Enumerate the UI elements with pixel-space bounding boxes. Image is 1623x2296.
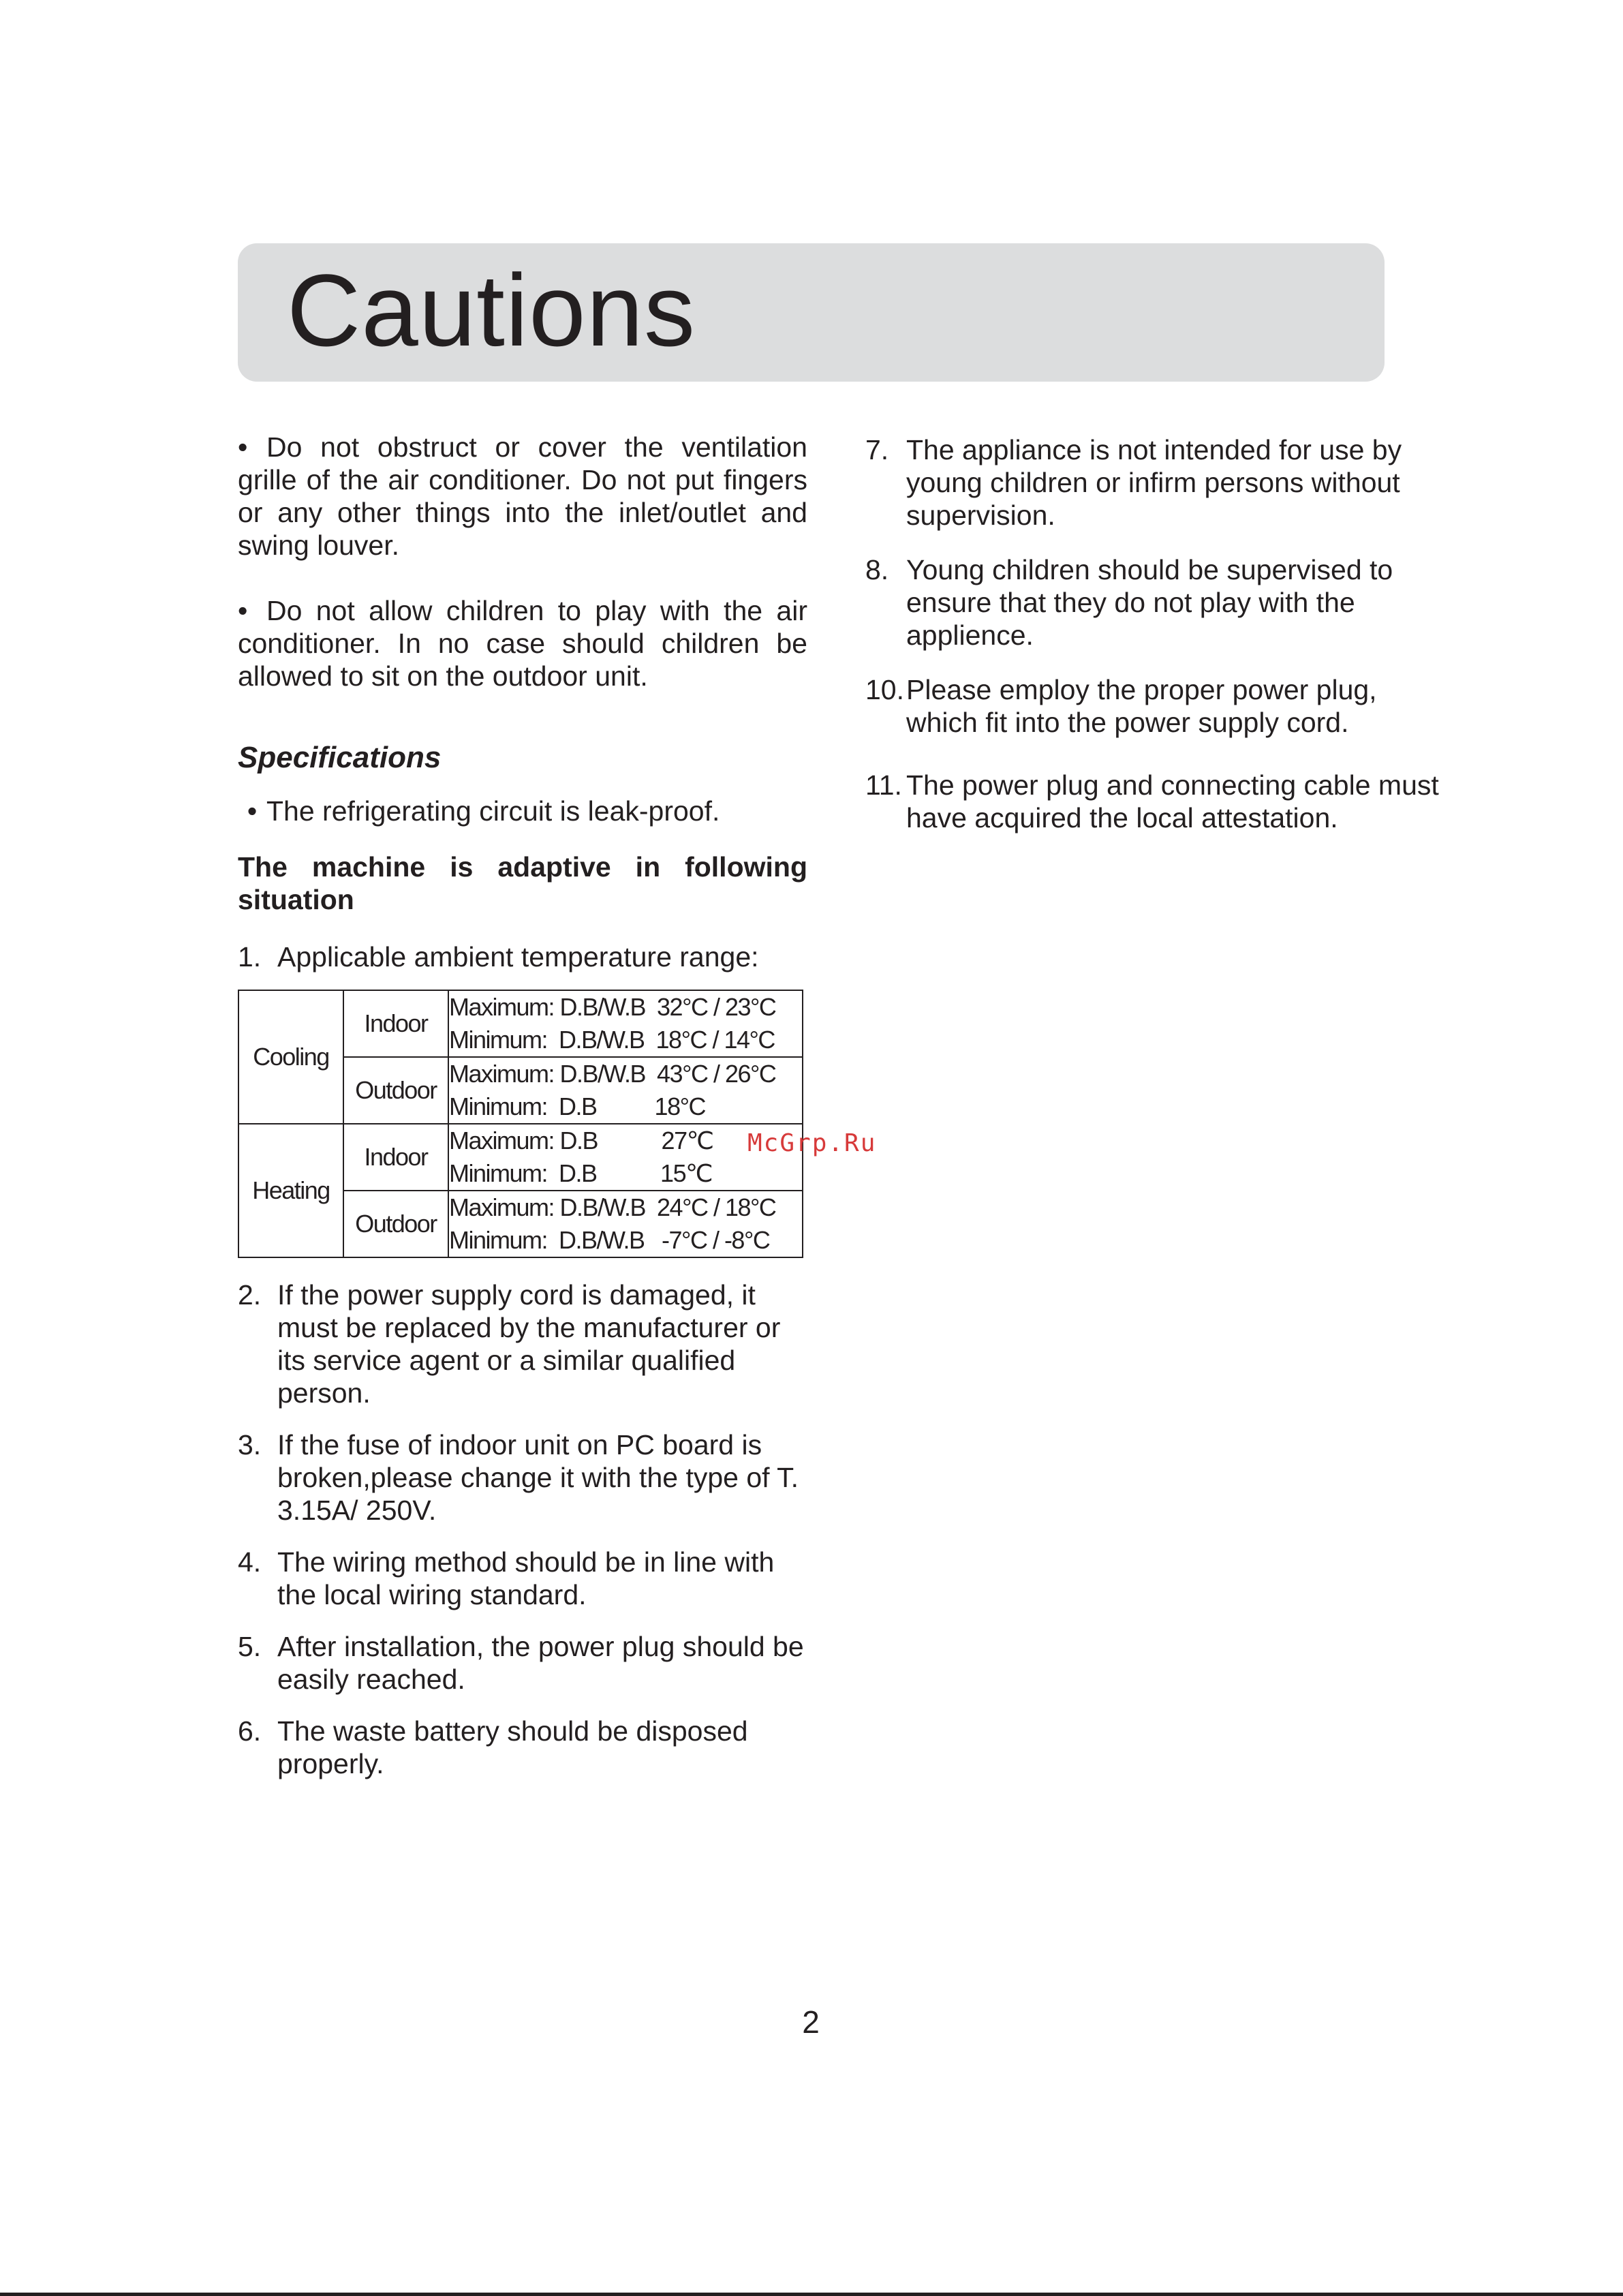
value-line: Maximum: D.B/W.B 43°C / 26°C: [449, 1060, 776, 1088]
item-text: Applicable ambient temperature range:: [277, 941, 759, 973]
value-line: Minimum: D.B 18°C: [449, 1092, 705, 1120]
value-line: Maximum: D.B 27℃: [449, 1127, 713, 1154]
indoor-cell: Indoor: [343, 990, 448, 1057]
value-line: Minimum: D.B/W.B -7°C / -8°C: [449, 1226, 770, 1254]
watermark: McGrp.Ru: [747, 1129, 877, 1157]
table-row: [238, 1124, 803, 1191]
temperature-range-table: [238, 990, 803, 1258]
item-text: The appliance is not intended for use by young children or infirm persons without supervision.: [906, 434, 1402, 531]
heating-cell: Heating: [238, 1124, 343, 1257]
list-item-3: [238, 1428, 807, 1527]
right-column: [865, 433, 1451, 834]
left-column: [238, 431, 807, 1780]
item-text: The waste battery should be disposed properly.: [277, 1715, 748, 1779]
value-line: Maximum: D.B/W.B 32°C / 23°C: [449, 993, 776, 1021]
table-row: [238, 990, 803, 1057]
item-number: 8.: [865, 554, 889, 585]
item-number: 10.: [865, 674, 904, 705]
values-cell: [448, 1057, 803, 1124]
item-number: 4.: [238, 1546, 262, 1578]
page-number: 2: [802, 2004, 820, 2040]
list-item-4: [238, 1546, 807, 1611]
list-item-2: [238, 1279, 807, 1409]
value-line: Minimum: D.B 15℃: [449, 1159, 713, 1187]
adaptive-heading: The machine is adaptive in following situation: [238, 851, 807, 915]
bullet-icon: •: [247, 795, 258, 827]
item-number: 6.: [238, 1715, 262, 1747]
list-item-7: [865, 433, 1451, 532]
bullet-icon: •: [238, 431, 248, 463]
item-text: Please employ the proper power plug, which fit into the power supply cord.: [906, 674, 1377, 738]
bullet-leak-proof: [238, 795, 807, 827]
bullet-ventilation: [238, 431, 807, 562]
item-number: 1.: [238, 941, 262, 973]
indoor-cell: Indoor: [343, 1124, 448, 1191]
bullet-text: Do not allow children to play with the air conditioner. In no case should children be allowed to sit on the outdoor unit.: [238, 595, 807, 692]
bullet-icon: •: [238, 595, 248, 626]
values-cell: [448, 990, 803, 1057]
outdoor-cell: Outdoor: [343, 1191, 448, 1257]
list-item-11: [865, 769, 1451, 834]
cooling-cell: Cooling: [238, 990, 343, 1124]
bullet-text: Do not obstruct or cover the ventilation grille of the air conditioner. Do not put fingers or any other things into the inlet/outlet and swing louver.: [238, 431, 807, 561]
item-text: The wiring method should be in line with the local wiring standard.: [277, 1546, 775, 1610]
values-cell: [448, 1191, 803, 1257]
item-text: After installation, the power plug should be easily reached.: [277, 1631, 804, 1695]
list-item-10: [865, 673, 1451, 739]
item-number: 7.: [865, 434, 889, 465]
list-item-1: [238, 940, 807, 973]
outdoor-cell: Outdoor: [343, 1057, 448, 1124]
item-number: 3.: [238, 1429, 262, 1460]
item-number: 2.: [238, 1279, 262, 1311]
specifications-heading: Specifications: [238, 741, 442, 774]
value-line: Minimum: D.B/W.B 18°C / 14°C: [449, 1026, 775, 1054]
item-text: Young children should be supervised to ensure that they do not play with the applience.: [906, 554, 1393, 651]
bullet-text: The refrigerating circuit is leak-proof.: [266, 795, 720, 827]
item-text: If the fuse of indoor unit on PC board is broken,please change it with the type of T. 3.15A/ 250V.: [277, 1429, 799, 1526]
list-item-6: [238, 1715, 807, 1780]
item-text: The power plug and connecting cable must have acquired the local attestation.: [906, 769, 1439, 833]
title-banner: [238, 243, 1385, 382]
page-title: Cautions: [287, 253, 696, 367]
item-text: If the power supply cord is damaged, it must be replaced by the manufacturer or its service agent or a similar qualified person.: [277, 1279, 781, 1409]
value-line: Maximum: D.B/W.B 24°C / 18°C: [449, 1193, 776, 1221]
item-number: 5.: [238, 1631, 262, 1662]
bottom-divider: [0, 2293, 1623, 2296]
list-item-5: [238, 1630, 807, 1696]
bullet-children: [238, 594, 807, 692]
list-item-8: [865, 553, 1451, 652]
item-number: 11.: [865, 769, 902, 801]
